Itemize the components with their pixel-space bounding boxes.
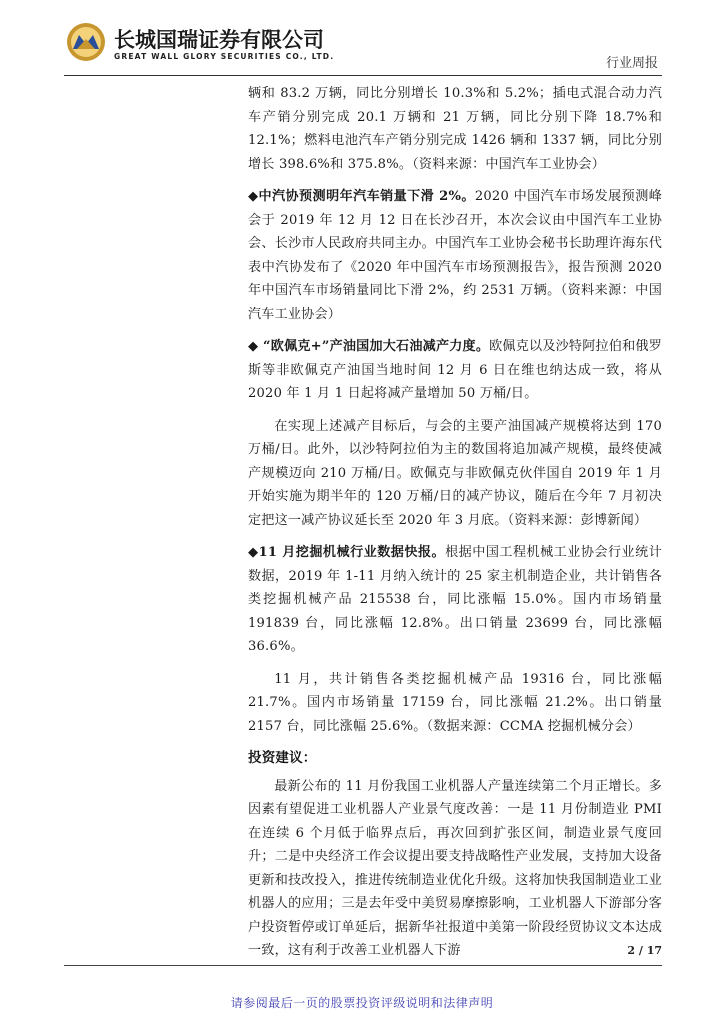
paragraph-ev-sales: [248, 82, 662, 176]
paragraph-text: 辆和 83.2 万辆，同比分别增长 10.3%和 5.2%；插电式混合动力汽车产销分别完成 20.1 万辆和 21 万辆，同比分别下降 18.7%和 12.1%；燃料电池汽车产销分别完成 1426 辆和 1337 辆，同比分别增长 398.6%和 375.8%。（资料来源：中国汽车工业协会）: [248, 86, 662, 172]
section-label-investment-advice: [248, 747, 662, 771]
paragraph-text: 在实现上述减产目标后，与会的主要产油国减产规模将达到 170 万桶/日。此外，以沙特阿拉伯为主的数国将追加减产规模，最终使减产规模迈向 210 万桶/日。欧佩克与非欧佩克伙伴国自 2019 年 1 月开始实施为期半年的 120 万桶/日的减产协议，随后在今年 7 月初决定把这一减产协议延长至 2020 年 3 月底。（资料来源：彭博新闻）: [248, 418, 662, 528]
paragraph-investment-advice: [248, 775, 662, 963]
paragraph-lead: ◆ “欧佩克+”产油国加大石油减产力度。: [248, 339, 490, 354]
paragraph-text: 2020 中国汽车市场发展预测峰会于 2019 年 12 月 12 日在长沙召开，本次会议由中国汽车工业协会、长沙市人民政府共同主办。中国汽车工业协会秘书长助理许海东代表中汽协发布了《2020 年中国汽车市场预测报告》，报告预测 2020 年中国汽车市场销量同比下滑 2%，约 2531 万辆。（资料来源：中国汽车工业协会）: [248, 189, 663, 322]
paragraph-caam-forecast: [248, 185, 662, 326]
paragraph-lead: ◆中汽协预测明年汽车销量下滑 2%。: [248, 189, 475, 204]
footer-disclaimer: 请参阅最后一页的股票投资评级说明和法律声明: [230, 996, 494, 1010]
paragraph-opec-cut: [248, 335, 662, 406]
company-name-cn: 长城国瑞证券有限公司: [114, 28, 324, 52]
page-header: [0, 0, 724, 80]
page-number: 2 / 17: [627, 944, 662, 957]
paragraph-excavator-november: [248, 668, 662, 739]
paragraph-text: 欧佩克以及沙特阿拉伯和俄罗斯等非欧佩克产油国当地时间 12 月 6 日在维也纳达成一致，将从 2020 年 1 月 1 日起将减产量增加 50 万桶/日。: [248, 339, 662, 401]
paragraph-text: 根据中国工程机械工业协会行业统计数据，2019 年 1-11 月纳入统计的 25 家主机制造企业，共计销售各类挖掘机械产品 215538 台，同比涨幅 15.0%。国内市场销量 191839 台，同比涨幅 12.8%。出口销量 23699 台，同比涨幅 36.6%。: [248, 545, 662, 654]
report-body: [248, 82, 662, 963]
paragraph-lead: ◆11 月挖掘机械行业数据快报。: [248, 545, 446, 560]
header-divider: [64, 75, 662, 76]
report-type: 行业周报: [605, 56, 658, 71]
paragraph-opec-detail: [248, 415, 662, 533]
paragraph-text: 11 月，共计销售各类挖掘机械产品 19316 台，同比涨幅 21.7%。国内市场销量 17159 台，同比涨幅 21.2%。出口销量 2157 台，同比涨幅 25.6%。（数据来源：CCMA 挖掘机械分会）: [248, 671, 662, 734]
company-name-en: GREAT WALL GLORY SECURITIES CO., LTD.: [114, 52, 335, 61]
section-label: 投资建议：: [248, 750, 317, 766]
company-logo-icon: [66, 22, 106, 62]
paragraph-excavator-data: [248, 541, 662, 659]
footer-divider: [64, 965, 662, 966]
paragraph-text: 最新公布的 11 月份我国工业机器人产量连续第二个月正增长。多因素有望促进工业机器人产业景气度改善：一是 11 月份制造业 PMI 在连续 6 个月低于临界点后，再次回到扩张区间，制造业景气度回升；二是中央经济工作会议提出要支持战略性产业发展，支持加大设备更新和技改投入，推进传统制造业优化升级。这将加快我国制造业工业机器人的应用；三是去年受中美贸易摩擦影响，工业机器人下游部分客户投资暂停或订单延后，据新华社报道中美第一阶段经贸协议文本达成一致，这有利于改善工业机器人下游: [248, 778, 662, 958]
